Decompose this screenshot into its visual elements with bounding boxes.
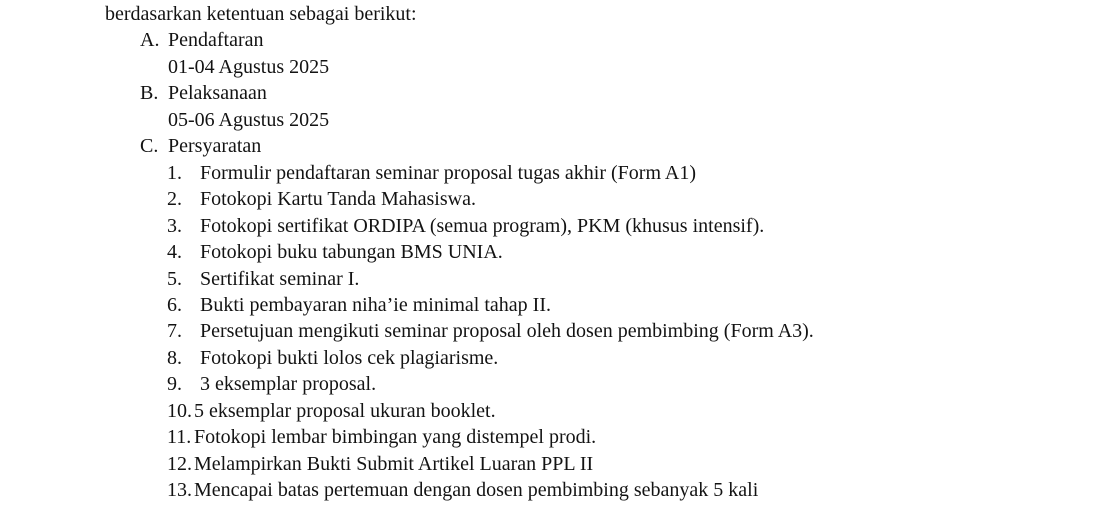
section-title: Persyaratan (168, 135, 262, 158)
intro-text: berdasarkan ketentuan sebagai berikut: (105, 3, 417, 25)
requirement-marker: 3. (167, 214, 182, 237)
requirement-marker: 1. (167, 161, 182, 184)
requirement-text: Bukti pembayaran niha’ie minimal tahap II. (200, 293, 551, 316)
requirement-text: Fotokopi Kartu Tanda Mahasiswa. (200, 188, 476, 211)
requirement-text: Formulir pendaftaran seminar proposal tugas akhir (Form A1) (200, 161, 696, 184)
requirement-item (0, 398, 1100, 424)
section-item-b (0, 80, 1100, 106)
requirement-item (0, 451, 1100, 477)
requirement-text: 5 eksemplar proposal ukuran booklet. (194, 399, 496, 422)
section-title: Pelaksanaan (168, 82, 267, 105)
requirement-item (0, 292, 1100, 318)
date-text: 05-06 Agustus 2025 (168, 108, 330, 131)
requirement-marker: 11. (167, 426, 192, 449)
requirement-text: Fotokopi buku tabungan BMS UNIA. (200, 241, 503, 264)
section-item-c (0, 133, 1100, 159)
requirement-marker: 7. (167, 320, 182, 343)
requirement-item (0, 266, 1100, 292)
section-marker: C. (140, 135, 159, 158)
requirement-text: Sertifikat seminar I. (200, 267, 360, 290)
requirement-text: Fotokopi bukti lolos cek plagiarisme. (200, 346, 499, 369)
requirement-text: Fotokopi lembar bimbingan yang distempel prodi. (194, 426, 597, 449)
requirement-marker: 4. (167, 241, 182, 264)
section-date-b (0, 107, 1100, 133)
requirement-marker: 6. (167, 293, 182, 316)
requirement-marker: 10. (167, 399, 192, 422)
requirement-item (0, 213, 1100, 239)
section-marker: B. (140, 82, 159, 105)
section-marker: A. (140, 29, 160, 52)
requirement-item (0, 318, 1100, 344)
section-item-a (0, 27, 1100, 53)
requirement-marker: 9. (167, 373, 182, 396)
requirement-item (0, 345, 1100, 371)
date-text: 01-04 Agustus 2025 (168, 55, 330, 78)
requirement-item (0, 424, 1100, 450)
requirement-marker: 2. (167, 188, 182, 211)
section-date-a (0, 54, 1100, 80)
requirement-item (0, 160, 1100, 186)
requirement-text: Melampirkan Bukti Submit Artikel Luaran PPL II (194, 452, 594, 475)
requirement-item (0, 186, 1100, 212)
requirement-marker: 13. (167, 479, 192, 502)
requirement-item (0, 371, 1100, 397)
section-title: Pendaftaran (168, 29, 264, 52)
intro-line (0, 1, 1100, 27)
requirement-marker: 5. (167, 267, 182, 290)
requirement-text: 3 eksemplar proposal. (200, 373, 377, 396)
requirement-item (0, 477, 1100, 503)
requirement-text: Mencapai batas pertemuan dengan dosen pembimbing sebanyak 5 kali (194, 479, 759, 502)
requirement-item (0, 239, 1100, 265)
document-body (0, 1, 1100, 504)
requirement-marker: 12. (167, 452, 192, 475)
requirement-marker: 8. (167, 346, 182, 369)
requirement-text: Persetujuan mengikuti seminar proposal oleh dosen pembimbing (Form A3). (200, 320, 814, 343)
requirement-text: Fotokopi sertifikat ORDIPA (semua program), PKM (khusus intensif). (200, 214, 765, 237)
